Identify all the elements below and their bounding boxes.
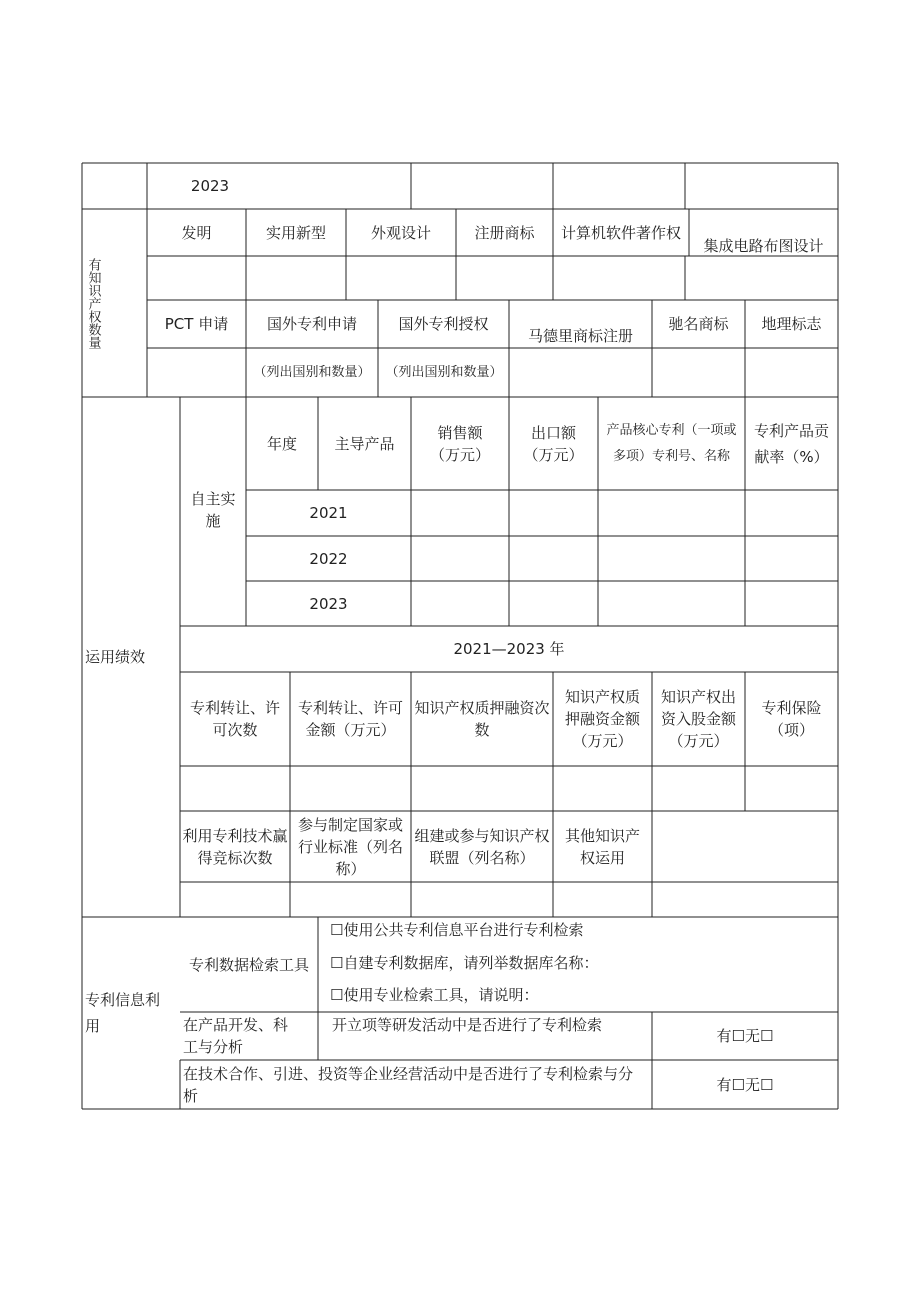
answer-no-label: 无 [745, 1027, 761, 1045]
metric-pledge-count: 知识产权质押融资次数 [414, 699, 550, 739]
col-year: 年度 [266, 434, 297, 453]
metric-ip-alliance: 组建或参与知识产权联盟（列名称） [414, 826, 550, 867]
question-business-answer[interactable] [652, 1060, 838, 1109]
ip-type-foreign-grant: 国外专利授权 [398, 315, 489, 333]
metric-bid-wins: 利用专利技术赢得竞标次数 [182, 826, 288, 867]
tool-option-public-platform[interactable] [330, 917, 830, 943]
checkbox-icon[interactable]: ☐ [330, 954, 344, 972]
metric-patent-insurance: 专利保险（项） [761, 699, 822, 739]
checkbox-icon[interactable]: ☐ [330, 986, 344, 1004]
performance-section-label: 运用绩效 [85, 648, 146, 666]
metric-equity-amount: 知识产权出资入股金额（万元） [660, 688, 736, 750]
row-year-2021: 2021 [309, 504, 348, 522]
metric-pledge-amount: 知识产权质押融资金额（万元） [564, 688, 640, 750]
checkbox-icon[interactable]: ☐ [330, 921, 344, 939]
info-use-section-label: 专利信息利用 [85, 991, 161, 1035]
col-sales: 销售额 （万元） [429, 423, 490, 464]
tool-option-label: 自建专利数据库，请列举数据库名称： [343, 954, 599, 972]
answer-no-label: 无 [745, 1075, 761, 1094]
answer-yes-label: 有 [716, 1027, 732, 1045]
ip-type-invention: 发明 [181, 223, 212, 242]
row-year-2022: 2022 [309, 549, 348, 568]
col-main-product: 主导产品 [334, 434, 395, 453]
metric-license-amount: 专利转让、许可金额（万元） [297, 699, 403, 739]
ip-type-madrid: 马德里商标注册 [527, 327, 633, 345]
question-rd-answer[interactable] [652, 1012, 838, 1060]
year-header: 2023 [190, 177, 230, 195]
metric-standards: 参与制定国家或行业标准（列名称） [297, 815, 403, 878]
foreign-grant-note: （列出国别和数量） [385, 365, 503, 380]
question-business-label: 在技术合作、引进、投资等企业经营活动中是否进行了专利检索与分析 [183, 1064, 634, 1105]
checkbox-icon[interactable]: ☐ [731, 1075, 745, 1094]
row-year-2023: 2023 [309, 594, 348, 613]
ip-count-section-label: 有知识产权数量 [85, 257, 101, 349]
tool-option-label: 使用专业检索工具，请说明： [343, 986, 539, 1004]
ip-type-geo-indication: 地理标志 [761, 315, 822, 333]
checkbox-icon[interactable]: ☐ [760, 1027, 774, 1045]
period-label: 2021—2023 年 [453, 640, 565, 658]
metric-other-use: 其他知识产权运用 [564, 826, 640, 867]
col-contribution: 专利产品贡献率（%） [753, 421, 829, 466]
ip-type-pct: PCT 申请 [164, 315, 229, 333]
answer-yes-label: 有 [716, 1075, 732, 1094]
checkbox-icon[interactable]: ☐ [731, 1027, 745, 1045]
tool-option-own-database[interactable] [330, 950, 830, 976]
ip-type-software-copyright: 计算机软件著作权 [560, 223, 681, 242]
tool-option-label: 使用公共专利信息平台进行专利检索 [343, 921, 584, 939]
self-implementation-label: 自主实施 [190, 490, 236, 530]
tool-option-professional-tool[interactable] [330, 982, 830, 1008]
ip-type-trademark: 注册商标 [474, 223, 535, 242]
foreign-application-note: （列出国别和数量） [253, 365, 371, 380]
question-rd-text: 开立项等研发活动中是否进行了专利检索 [332, 1016, 603, 1034]
col-core-patent: 产品核心专利（一项或多项）专利号、名称 [606, 422, 737, 464]
ip-type-foreign-application: 国外专利申请 [266, 315, 357, 333]
ip-type-well-known-mark: 驰名商标 [668, 315, 729, 333]
ip-type-ic-layout: 集成电路布图设计 [703, 236, 824, 255]
col-export: 出口额 （万元） [523, 423, 584, 464]
search-tools-label: 专利数据检索工具 [188, 955, 309, 974]
checkbox-icon[interactable]: ☐ [760, 1075, 774, 1094]
ip-type-utility-model: 实用新型 [265, 223, 326, 242]
ip-type-design: 外观设计 [370, 223, 431, 242]
metric-license-count: 专利转让、许可次数 [189, 699, 280, 739]
question-rd-label: 在产品开发、科工与分析 [183, 1016, 289, 1056]
